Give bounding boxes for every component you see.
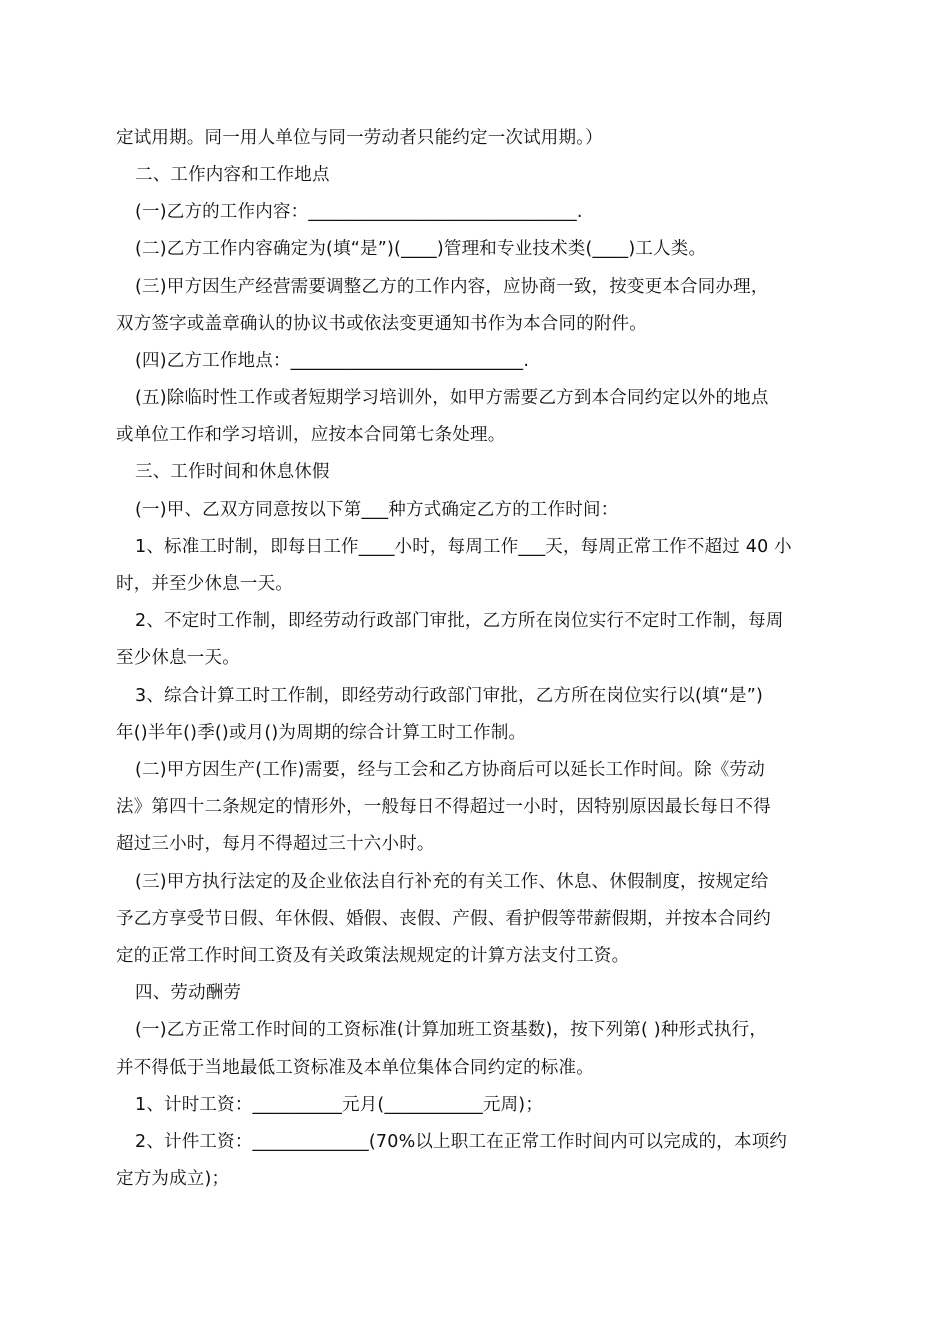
section-heading: 四、劳动酬劳 (135, 983, 242, 1003)
paragraph-line: 3、综合计算工时工作制，即经劳动行政部门审批，乙方所在岗位实行以(填“是”) (135, 686, 764, 706)
paragraph-line: 定方为成立)； (116, 1169, 230, 1189)
paragraph-line: 双方签字或盖章确认的协议书或依法变更通知书作为本合同的附件。 (116, 314, 647, 334)
paragraph-line: 至少休息一天。 (116, 648, 240, 668)
paragraph-line: 或单位工作和学习培训，应按本合同第七条处理。 (116, 425, 506, 445)
paragraph-line: (五)除临时性工作或者短期学习培训外，如甲方需要乙方到本合同约定以外的地点 (135, 388, 769, 408)
paragraph-line: (三)甲方因生产经营需要调整乙方的工作内容，应协商一致，按变更本合同办理， (135, 277, 769, 297)
paragraph-line: 定的正常工作时间工资及有关政策法规规定的计算方法支付工资。 (116, 946, 630, 966)
paragraph-line: 1、计时工资：__________元月(___________元周)； (135, 1095, 544, 1115)
paragraph-line: (二)乙方工作内容确定为(填“是”)(____)管理和专业技术类(____)工人类。 (135, 239, 707, 259)
paragraph-line: (一)甲、乙双方同意按以下第___种方式确定乙方的工作时间： (135, 500, 619, 520)
paragraph-line: 并不得低于当地最低工资标准及本单位集体合同约定的标准。 (116, 1058, 594, 1078)
paragraph-line: 2、计件工资：_____________(70%以上职工在正常工作时间内可以完成的，本项约 (135, 1132, 788, 1152)
paragraph-line: 超过三小时，每月不得超过三十六小时。 (116, 834, 435, 854)
paragraph-line: 1、标准工时制，即每日工作____小时，每周工作___天，每周正常工作不超过 40 小 (135, 537, 792, 557)
paragraph-line: 定试用期。同一用人单位与同一劳动者只能约定一次试用期。） (116, 128, 603, 148)
paragraph-line: 2、不定时工作制，即经劳动行政部门审批，乙方所在岗位实行不定时工作制，每周 (135, 611, 784, 631)
section-heading: 三、工作时间和休息休假 (135, 462, 330, 482)
paragraph-line: (三)甲方执行法定的及企业依法自行补充的有关工作、休息、休假制度，按规定给 (135, 872, 769, 892)
paragraph-line: 时，并至少休息一天。 (116, 574, 293, 594)
paragraph-line: (二)甲方因生产(工作)需要，经与工会和乙方协商后可以延长工作时间。除《劳动 (135, 760, 765, 780)
paragraph-line: (一)乙方正常工作时间的工资标准(计算加班工资基数)，按下列第( )种形式执行， (135, 1020, 768, 1040)
paragraph-line: 予乙方享受节日假、年休假、婚假、丧假、产假、看护假等带薪假期，并按本合同约 (116, 909, 771, 929)
section-heading: 二、工作内容和工作地点 (135, 165, 330, 185)
paragraph-line: 年()半年()季()或月()为周期的综合计算工时工作制。 (116, 723, 527, 743)
paragraph-line: (四)乙方工作地点：__________________________. (135, 351, 530, 371)
paragraph-line: 法》第四十二条规定的情形外，一般每日不得超过一小时，因特别原因最长每日不得 (116, 797, 771, 817)
paragraph-line: (一)乙方的工作内容：______________________________. (135, 202, 583, 222)
